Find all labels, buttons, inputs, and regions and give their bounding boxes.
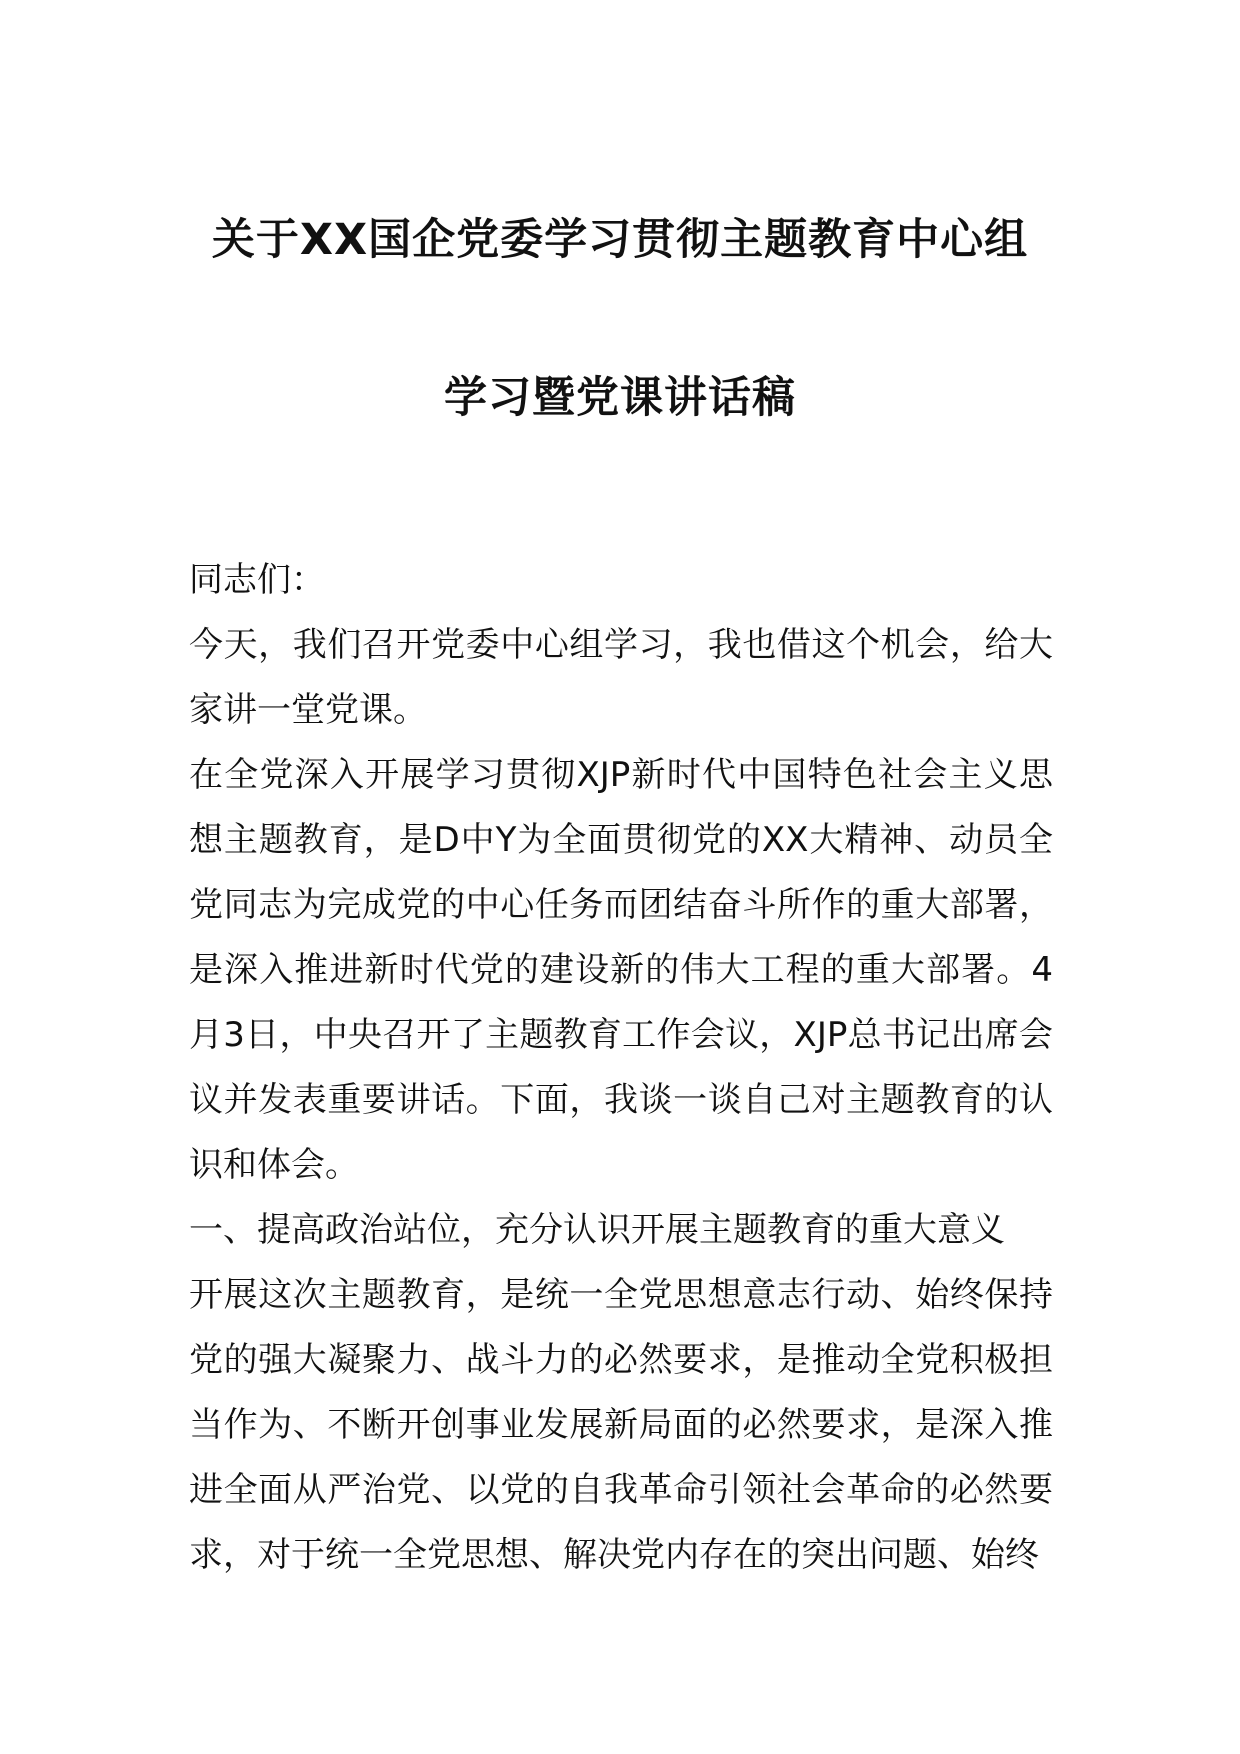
paragraph-background: 在全党深入开展学习贯彻XJP新时代中国特色社会主义思想主题教育，是D中Y为全面贯彻党的XX大精神、动员全党同志为完成党的中心任务而团结奋斗所作的重大部署，是深入推进新时代党的建设新的伟大工程的重大部署。4月3日，中央召开了主题教育工作会议，XJP总书记出席会议并发表重要讲话。下面，我谈一谈自己对主题教育的认识和体会。 [189, 755, 1053, 1185]
paragraph-opening: 今天，我们召开党委中心组学习，我也借这个机会，给大家讲一堂党课。 [189, 625, 1053, 730]
document-title-line-2: 学习暨党课讲话稿 [444, 373, 796, 423]
paragraph-significance: 开展这次主题教育，是统一全党思想意志行动、始终保持党的强大凝聚力、战斗力的必然要求，是推动全党积极担当作为、不断开创事业发展新局面的必然要求，是深入推进全面从严治党、以党的自我革命引领社会革命的必然要求，对于统一全党思想、解决党内存在的突出问题、始终 [189, 1275, 1053, 1575]
section-heading-1: 一、提高政治站位，充分认识开展主题教育的重大意义 [189, 1210, 1005, 1250]
document-body [189, 548, 1053, 1588]
salutation: 同志们： [189, 560, 325, 600]
document-title-line-1: 关于XX国企党委学习贯彻主题教育中心组 [211, 215, 1029, 265]
